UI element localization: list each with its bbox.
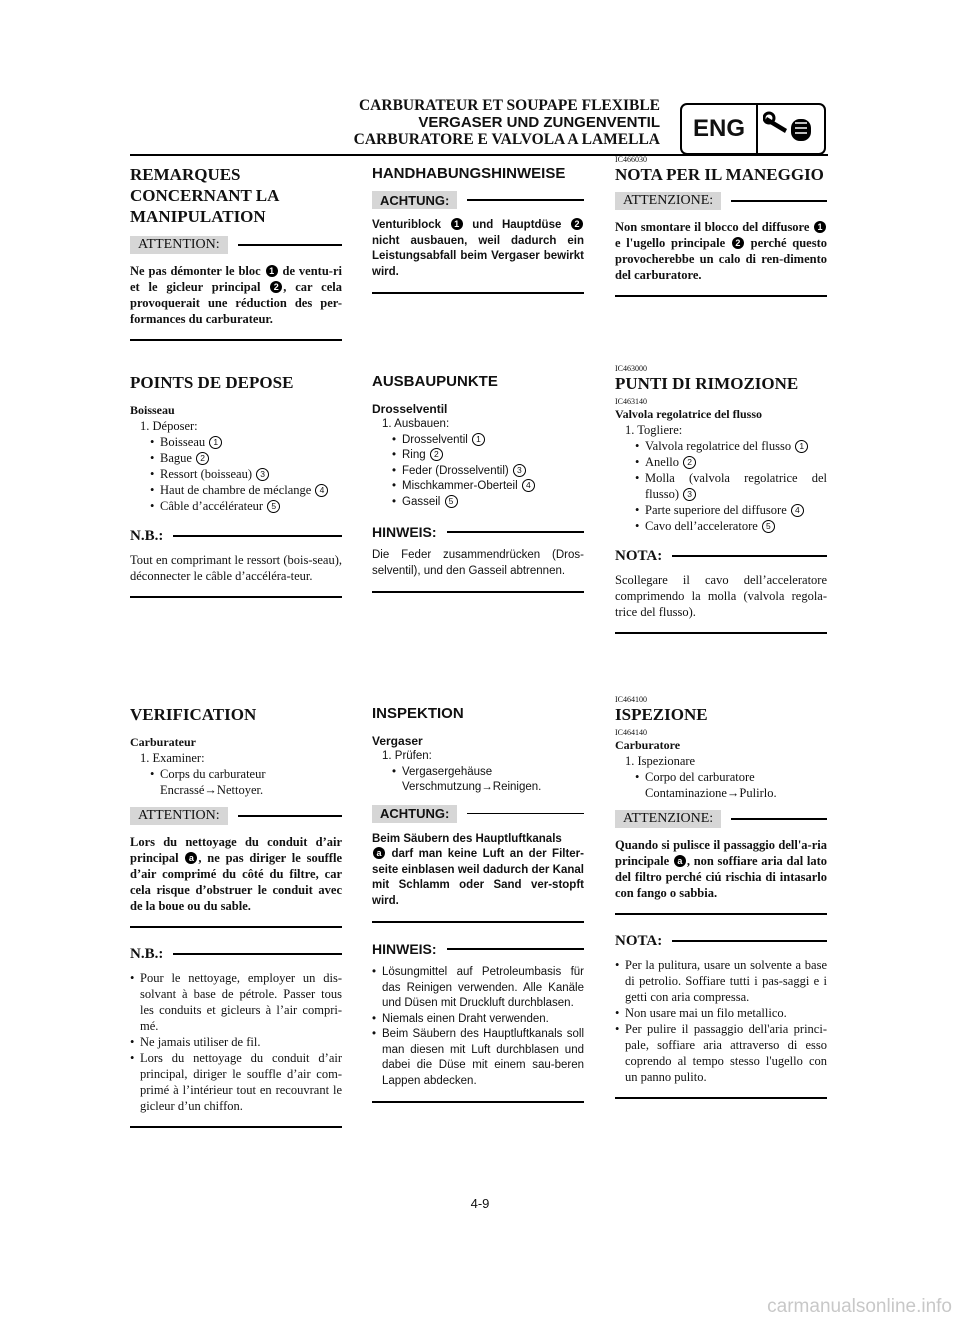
fr-b4: Haut de chambre de méclange [160,483,315,497]
de-section-inspection [372,704,584,1103]
it-handling-t3: perché questo provocherebbe un calo di ren-dimento del carburatore. [615,236,828,282]
it-nota-label: NOTA: [615,547,663,564]
de-attention-label: ACHTUNG: [372,191,457,209]
de-attention-banner [372,190,584,210]
callout-1: 1 [451,218,463,230]
list-item: • Ne jamais utiliser de fil. [130,1034,342,1050]
it-removal-sub: Valvola regolatrice del flusso [615,407,762,421]
fr-handling-t1: Ne pas démonter le bloc [130,264,265,278]
de-b1: Drosselventil [402,433,472,446]
fr-warn-t1: Lors du nettoyage du conduit d’air principal [130,835,342,865]
fr-inspection-sub: Carburateur [130,735,196,749]
callout-a: a [185,852,197,864]
de-handling-t3: nicht ausbauen, weil dadurch ein Leistungsabfall beim Vergaser bewirkt wird. [372,234,584,278]
callout-3: 3 [256,468,269,481]
it-nota-line [672,555,827,557]
de-handling-end-rule [372,292,584,294]
fr-b5: Câble d’accélérateur [160,499,267,513]
it-b4: Parte superiore del diffusore [645,503,790,517]
list-item: • Vergasergehäuse [382,765,584,781]
de-warning-end-rule [372,921,584,923]
callout-3: 3 [513,464,526,477]
de-hinweis-line [447,948,584,950]
it-handling-text [615,219,827,283]
fr-nb-line [173,953,342,955]
de-hinweis-label: HINWEIS: [372,524,437,540]
section-badge [680,103,826,155]
it-code: IC464140 [615,728,647,737]
de-inspection-result: Verschmutzung→Reinigen. [402,781,542,793]
fr-attention-label: ATTENTION: [130,236,228,254]
de-handling-title: HANDHABUNGSHINWEISE [372,165,566,182]
fr-b3: Ressort (boisseau) [160,467,256,481]
de-removal-end-rule [372,591,584,593]
list-item: • Pour le nettoyage, employer un dis-solvant à base de pétrole. Passer tous les conduits et gicleurs à l’air compri-mé. [130,970,342,1034]
it-attention-label: ATTENZIONE: [615,192,721,210]
it-b1: Valvola regolatrice del flusso [645,439,795,453]
fr-warn-t2: , ne pas diriger le souffle d’air comprimé du côté du filtre, car cela risque d’obstruer le conduit avec de la boue ou du sable. [130,851,342,913]
de-hinweis-label: HINWEIS: [372,941,437,957]
it-inspection-step: 1. Ispezionare [625,754,696,768]
it-section-handling [615,155,827,297]
de-handling-t1: Venturiblock [372,219,450,231]
fr-removal-step: 1. Déposer: [140,419,198,433]
list-item: • Per la pulitura, usare un solvente a base di petrolio. Soffiare tutti i pas-saggi e i getti con aria compressa. [615,957,827,1005]
fr-inspection-result: Encrassé→Nettoyer. [160,783,264,797]
page-number: 4-9 [470,1196,490,1211]
engine-wrench-icon [758,105,824,153]
list-item [140,466,342,482]
list-item: • Lors du nettoyage du conduit d’air principal, diriger le souffle d’air com-primé à l’intérieur tout en recouvrant le gicleur d’un chiffon. [130,1050,342,1114]
de-b5: Gasseil [402,495,444,508]
de-b4: Mischkammer-Oberteil [402,480,521,492]
callout-2: 2 [732,237,744,249]
it-removal-title: PUNTI DI RIMOZIONE [615,374,799,393]
list-item [382,495,584,511]
fr-nb-line [173,535,342,537]
de-warn-t1: darf man keine Luft an der Filter-seite einblasen weil dadurch der Kanal mit Schlamm oder Sand ver-stopft wird. [372,848,584,907]
fr-inspection-end-rule [130,1126,342,1128]
fr-section-inspection [130,704,342,1128]
header-title-fr: CARBURATEUR ET SOUPAPE FLEXIBLE [358,97,660,114]
fr-removal-note: Tout en comprimant le ressort (bois-seau), déconnecter le câble d’accéléra-teur. [130,553,342,583]
de-attention-label: ACHTUNG: [372,805,457,823]
de-inspection-end-rule [372,1101,584,1103]
it-b2: Anello [645,455,683,469]
fr-attention-line [238,815,342,817]
fr-attention-banner [130,235,342,255]
callout-2: 2 [571,218,583,230]
it-attention-banner [615,809,827,829]
list-item [625,470,827,502]
callout-a: a [373,847,385,859]
it-warn-t2: , non soffiare aria dal lato del filtro perché ciú rischia di intasarlo con fango o sabbia. [615,854,827,900]
watermark: carmanualsonline.info [767,1296,952,1317]
it-nota-label: NOTA: [615,932,663,949]
list-item: • Niemals einen Draht verwenden. [372,1012,584,1028]
de-removal-title: AUSBAUPUNKTE [372,373,498,390]
de-hinweis-banner [372,522,584,542]
fr-removal-end-rule [130,596,342,598]
fr-handling-text [130,263,342,327]
list-item [625,502,827,518]
de-inspection-sub: Vergaser [372,734,423,748]
it-inspection-end-rule [615,1097,827,1099]
fr-nb-banner [130,944,342,964]
de-attention-line [467,813,584,815]
fr-section-removal [130,372,342,598]
callout-2: 2 [270,281,282,293]
it-b5: Cavo dell’acceleratore [645,519,761,533]
fr-b1: Boisseau [160,435,209,449]
de-inspection-step: 1. Prüfen: [382,750,432,762]
de-removal-step: 1. Ausbauen: [382,418,450,430]
it-code: IC466030 [615,155,647,164]
de-warn-t0: Beim Säubern des Hauptluftkanals [372,832,562,845]
list-item [140,434,342,450]
callout-2: 2 [430,448,443,461]
callout-2: 2 [683,456,696,469]
list-item: • Lösungmittel auf Petroleumbasis für das Reinigen verwenden. Alle Kanäle und Düsen mit Druckluft durchblasen. [372,965,584,1012]
fr-removal-title: POINTS DE DEPOSE [130,373,294,392]
fr-handling-title-2: CONCERNANT LA [130,186,280,205]
it-b3: Molla (valvola regolatrice del flusso) [645,471,827,501]
it-attention-label: ATTENZIONE: [615,810,721,828]
list-item: • Per pulire il passaggio dell'aria princi-pale, soffiare aria attraverso di esso coprendo al tempo stesso l'ugello con un panno pulito. [615,1021,827,1085]
callout-1: 1 [814,221,826,233]
it-handling-end-rule [615,295,827,297]
callout-5: 5 [267,500,280,513]
de-handling-t2: und Hauptdüse [463,219,570,231]
list-item [382,479,584,495]
fr-attention-label: ATTENTION: [130,807,228,825]
header-title-it: CARBURATORE E VALVOLA A LAMELLA [353,131,660,148]
it-code: IC464100 [615,695,647,704]
list-item: • Corpo del carburatore [625,769,827,785]
de-section-handling [372,164,584,294]
list-item [625,454,827,470]
fr-inspection-step: 1. Examiner: [140,751,205,765]
it-attention-line [731,200,827,202]
list-item: • Non usare mai un filo metallico. [615,1005,827,1021]
it-section-removal [615,364,827,634]
fr-nb-label: N.B.: [130,945,164,962]
fr-attention-line [238,244,342,246]
fr-removal-sub: Boisseau [130,403,175,417]
it-section-inspection [615,695,827,1099]
it-warn-t1: Quando si pulisce il passaggio dell'a-ria principale [615,838,827,868]
fr-handling-title-1: REMARQUES [130,165,241,184]
fr-section-handling [130,164,342,341]
callout-4: 4 [791,504,804,517]
fr-attention-banner [130,806,342,826]
de-attention-banner [372,804,584,824]
callout-4: 4 [315,484,328,497]
de-removal-note: Die Feder zusammendrücken (Dros-selventil), und den Gasseil abtrennen. [372,549,584,577]
callout-1: 1 [209,436,222,449]
de-b3: Feder (Drosselventil) [402,464,512,477]
it-attention-line [731,818,827,820]
de-hinweis-line [447,531,584,533]
callout-1: 1 [472,433,485,446]
callout-1: 1 [795,440,808,453]
callout-5: 5 [762,520,775,533]
it-removal-note: Scollegare il cavo dell’acceleratore comprimendo la molla (valvola regola-trice del flusso). [615,573,827,619]
list-item [140,450,342,466]
list-item: • Corps du carburateur [140,766,342,782]
fr-handling-end-rule [130,339,342,341]
fr-nb-label: N.B.: [130,527,164,544]
it-handling-t1: Non smontare il blocco del diffusore [615,220,813,234]
list-item [625,518,827,534]
de-handling-text [372,218,584,280]
de-hinweis-banner [372,939,584,959]
fr-handling-title-3: MANIPULATION [130,207,266,226]
list-item: • Beim Säubern des Hauptluftkanals soll man diesen mit Luft durchblasen und dabei die Düse mit einem sau-beren Lappen abdecken. [372,1027,584,1089]
it-warning-end-rule [615,913,827,915]
list-item [140,482,342,498]
fr-warning-end-rule [130,926,342,928]
header-title-de: VERGASER UND ZUNGENVENTIL [418,114,660,131]
list-item [382,433,584,449]
fr-handling-t3: , car cela provoquerait une réduction des per-formances du carburateur. [130,280,342,326]
it-removal-end-rule [615,632,827,634]
it-code: IC463000 [615,364,647,373]
callout-5: 5 [445,495,458,508]
it-inspection-title: ISPEZIONE [615,705,708,724]
callout-3: 3 [683,488,696,501]
it-handling-title: NOTA PER IL MANEGGIO [615,165,824,184]
callout-4: 4 [522,479,535,492]
callout-a: a [674,855,686,867]
list-item [382,448,584,464]
de-attention-line [467,199,584,201]
de-inspection-warning [372,832,584,910]
fr-inspection-warning [130,834,342,914]
it-inspection-warning [615,837,827,901]
fr-nb-banner [130,526,342,546]
de-removal-sub: Drosselventil [372,402,448,416]
de-section-removal [372,372,584,593]
list-item [140,498,342,514]
it-attention-banner [615,191,827,211]
it-nota-banner [615,546,827,566]
list-item [382,464,584,480]
it-inspection-result: Contaminazione→Pulirlo. [645,786,777,800]
section-badge-label: ENG [682,105,758,153]
de-b2: Ring [402,449,429,461]
it-code: IC463140 [615,397,647,406]
it-inspection-sub: Carburatore [615,738,681,752]
fr-inspection-title: VERIFICATION [130,705,257,724]
it-nota-banner [615,931,827,951]
it-removal-step: 1. Togliere: [625,423,683,437]
callout-2: 2 [196,452,209,465]
fr-b2: Bague [160,451,196,465]
fr-handling-t2: de ventu-ri et le gicleur principal [130,264,342,294]
de-inspection-title: INSPEKTION [372,705,464,722]
it-handling-t2: e l'ugello principale [615,236,731,250]
callout-1: 1 [266,265,278,277]
list-item [625,438,827,454]
it-nota-line [672,940,827,942]
